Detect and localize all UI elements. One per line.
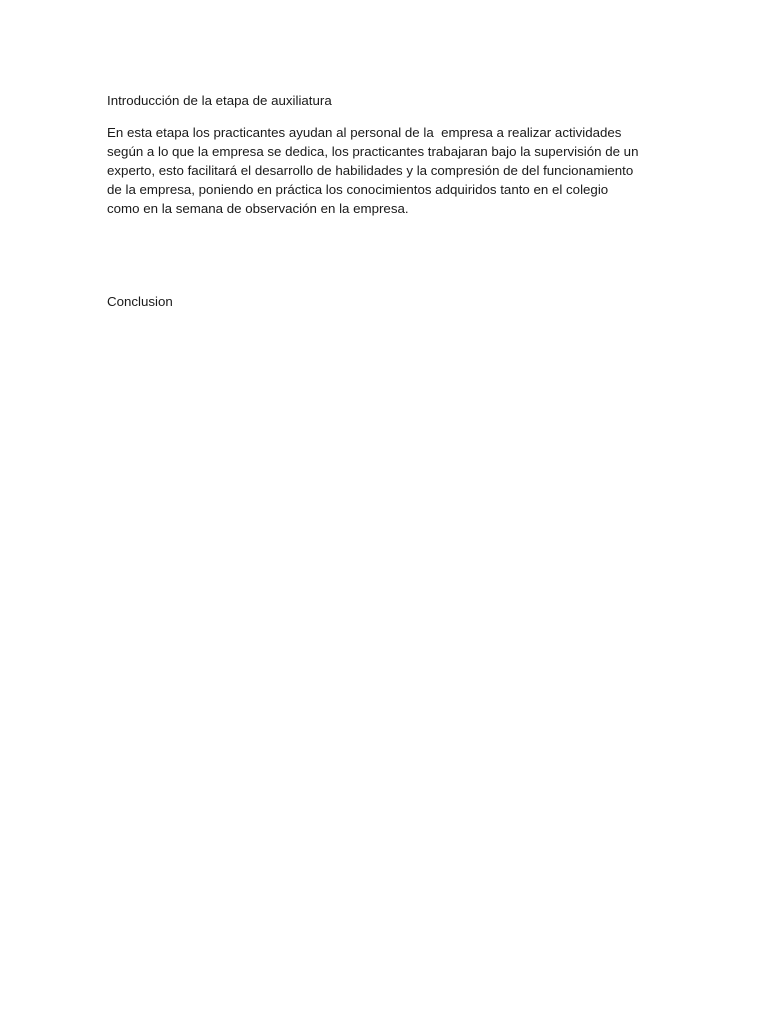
paragraph-line: En esta etapa los practicantes ayudan al personal de la empresa a realizar actividades bbox=[107, 125, 622, 140]
paragraph-line: de la empresa, poniendo en práctica los conocimientos adquiridos tanto en el colegio bbox=[107, 182, 609, 197]
section-heading-introduccion: Introducción de la etapa de auxiliatura bbox=[107, 93, 332, 108]
section-heading-conclusion: Conclusion bbox=[107, 294, 173, 309]
paragraph-line: experto, esto facilitará el desarrollo de habilidades y la compresión de del funcionamiento bbox=[107, 163, 634, 178]
body-paragraph bbox=[107, 123, 687, 218]
paragraph-line: como en la semana de observación en la empresa. bbox=[107, 201, 409, 216]
paragraph-line: según a lo que la empresa se dedica, los practicantes trabajaran bajo la supervisión de un bbox=[107, 144, 639, 159]
